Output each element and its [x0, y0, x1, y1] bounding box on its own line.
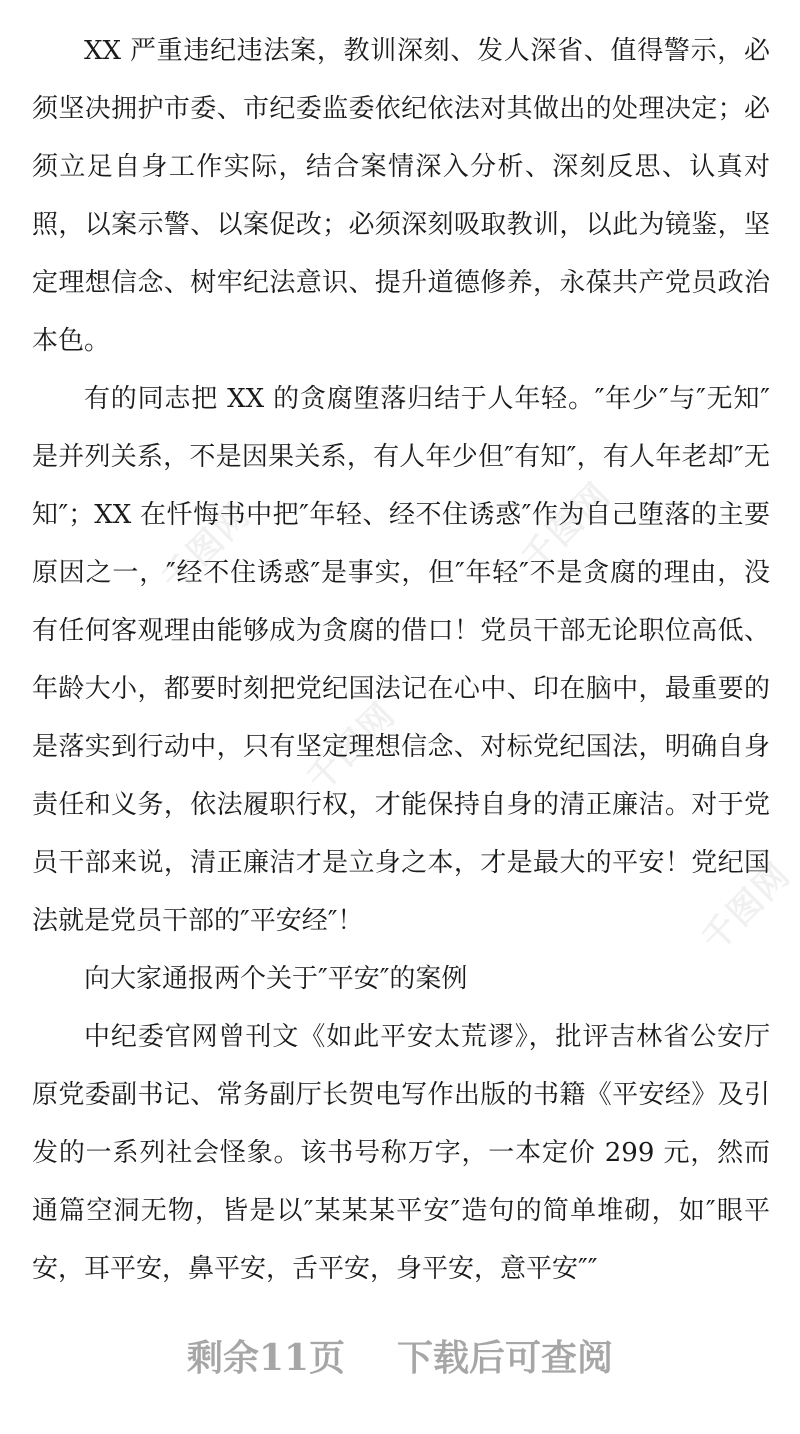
- watermark-icon: 千图网: [299, 694, 404, 800]
- paragraph-4: 中纪委官网曾刊文《如此平安太荒谬》，批评吉林省公安厅原党委副书记、常务副厅长贺电写作出版的书籍《平安经》及引发的一系列社会怪象。该书号称万字，一本定价 299 元，然而通篇空洞无物，皆是以″某某某平安″造句的简单堆砌，如″眼平安，耳平安，鼻平安，舌平安，身平安，意平安″″: [32, 1022, 770, 1284]
- document-body: [32, 22, 770, 1298]
- watermark-icon: 千图网: [154, 494, 259, 600]
- remaining-pages-label: 剩余11页: [186, 1337, 346, 1379]
- paragraph-3: 向大家通报两个关于″平安″的案例: [84, 964, 468, 994]
- paragraph-2: 有的同志把 XX 的贪腐堕落归结于人年轻。″年少″与″无知″是并列关系，不是因果关系，有人年少但″有知″，有人年老却″无知″；XX 在忏悔书中把″年轻、经不住诱惑″作为自己堕落的主要原因之一，″经不住诱惑″是事实，但″年轻″不是贪腐的理由，没有任何客观理由能够成为贪腐的借口！党员干部无论职位高低、年龄大小，都要时刻把党纪国法记在心中、印在脑中，最重要的是落实到行动中，只有坚定理想信念、对标党纪国法，明确自身责任和义务，依法履职行权，才能保持自身的清正廉洁。对于党员干部来说，清正廉洁才是立身之本，才是最大的平安！党纪国法就是党员干部的″平安经″！: [32, 384, 770, 936]
- paragraph-1: XX 严重违纪违法案，教训深刻、发人深省、值得警示，必须坚决拥护市委、市纪委监委依纪依法对其做出的处理决定；必须立足自身工作实际，结合案情深入分析、深刻反思、认真对照，以案示警、以案促改；必须深刻吸取教训，以此为镜鉴，坚定理想信念、树牢纪法意识、提升道德修养，永葆共产党员政治本色。: [32, 36, 770, 356]
- watermark-icon: 千图网: [514, 474, 619, 580]
- download-banner[interactable]: [0, 1330, 800, 1386]
- watermark-icon: 千图网: [694, 854, 799, 960]
- download-hint-label: 下载后可查阅: [397, 1337, 614, 1379]
